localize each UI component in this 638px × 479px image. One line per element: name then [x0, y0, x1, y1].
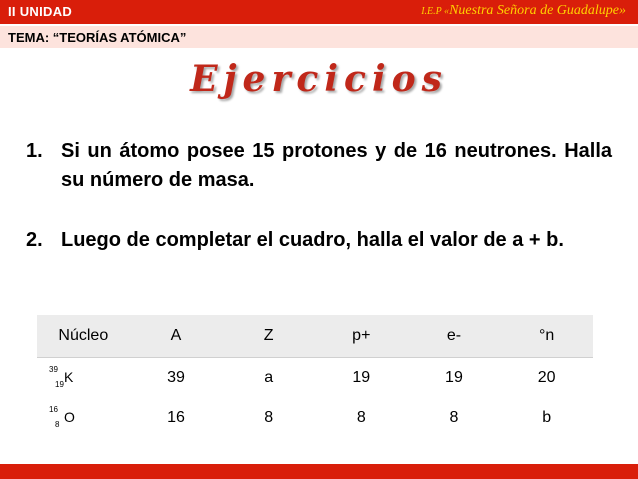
unit-label: II UNIDAD: [8, 4, 73, 19]
exercise-1: [26, 137, 612, 195]
table-header-row: [37, 315, 593, 358]
isotope-notation: [49, 405, 75, 429]
element-symbol: O: [64, 409, 75, 425]
theme-label: TEMA: “TEORÍAS ATÓMICA”: [8, 30, 187, 45]
table-cell: 8: [356, 409, 366, 426]
header-electrons: e-: [408, 315, 501, 358]
exercise-text: Si un átomo posee 15 protones y de 16 neutrones. Halla su número de masa.: [61, 140, 612, 191]
table-cell: 8: [449, 409, 459, 426]
mass-number: 39: [49, 365, 58, 374]
nucleus-cell: [37, 358, 130, 399]
exercise-number: 2.: [26, 229, 43, 251]
theme-bar: [0, 26, 638, 48]
table-cell: 19: [445, 369, 463, 386]
table-cell: 8: [264, 409, 274, 426]
exercise-number: 1.: [26, 140, 43, 162]
school-name-text: Nuestra Señora de Guadalupe: [449, 3, 619, 18]
exercise-text: Luego de completar el cuadro, halla el valor de a + b.: [61, 229, 564, 251]
table-cell: 39: [167, 369, 185, 386]
table-cell: 19: [352, 369, 371, 386]
table-cell: 16: [167, 409, 185, 426]
mass-number: 16: [49, 405, 58, 414]
table-cell: b: [542, 409, 552, 426]
exercise-2: [26, 226, 612, 255]
footer-bar: [0, 464, 638, 479]
school-prefix: I.E.P «: [421, 6, 450, 17]
school-name: [421, 3, 626, 19]
page-title: Ejercicios: [190, 58, 448, 100]
atomic-number: 8: [55, 420, 60, 429]
school-suffix: »: [619, 3, 626, 18]
header-protons: p+: [315, 315, 408, 358]
header-mass-number: A: [130, 315, 223, 358]
table-cell: a: [264, 369, 274, 386]
header-atomic-number: Z: [222, 315, 315, 358]
atomic-number: 19: [55, 380, 64, 389]
table-row: [37, 358, 593, 399]
table-cell: 20: [537, 369, 556, 386]
nuclei-table: [37, 315, 593, 438]
header-bar: [0, 0, 638, 24]
header-nucleus: Núcleo: [37, 315, 130, 358]
element-symbol: K: [64, 369, 74, 385]
isotope-notation: [49, 365, 74, 389]
header-neutrons: °n: [500, 315, 593, 358]
nucleus-cell: [37, 398, 130, 438]
table-row: [37, 398, 593, 438]
